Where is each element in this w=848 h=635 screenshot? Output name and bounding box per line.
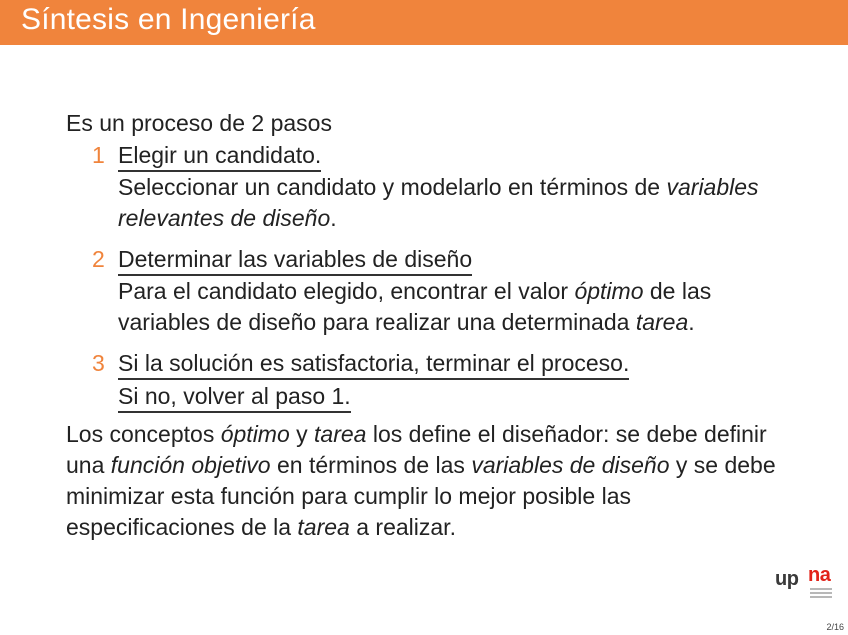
conclusion-emphasis: tarea xyxy=(297,514,350,540)
step-description-text: Seleccionar un candidato y modelarlo en términos de xyxy=(118,174,667,200)
step-description-text: . xyxy=(688,309,695,335)
conclusion-text xyxy=(66,419,786,543)
step-number: 1 xyxy=(92,142,105,168)
logo-text-na: na xyxy=(808,564,831,586)
step-description-text: de las variables de diseño para realizar una determinada xyxy=(118,278,712,335)
conclusion-part: y xyxy=(289,421,315,447)
step-description: Si no, volver al paso 1. xyxy=(118,383,351,413)
step-number: 2 xyxy=(92,246,105,272)
step-description xyxy=(118,276,786,338)
conclusion-emphasis: óptimo xyxy=(220,421,290,447)
conclusion-emphasis: variables de diseño xyxy=(471,452,670,478)
page-number: 2/16 xyxy=(826,622,844,632)
intro-text: Es un proceso de 2 pasos xyxy=(66,110,332,136)
conclusion-part: y se debe minimizar esta función para cumplir lo mejor posible las especificaciones de la xyxy=(66,452,776,540)
slide-content xyxy=(66,108,786,543)
conclusion-part: Los conceptos xyxy=(66,421,221,447)
conclusion-emphasis: tarea xyxy=(314,421,367,447)
logo-lines xyxy=(810,586,832,598)
conclusion-part: en términos de las xyxy=(270,452,472,478)
title-bar xyxy=(0,0,848,45)
step-title: Si la solución es satisfactoria, terminar el proceso. xyxy=(118,350,629,380)
step-description-emphasis: variables relevantes de diseño xyxy=(118,174,759,231)
step-description xyxy=(118,172,786,234)
logo-text-up: up xyxy=(775,568,799,590)
upna-logo xyxy=(775,564,837,600)
step-title: Elegir un candidato. xyxy=(118,142,321,172)
step-description-emphasis: óptimo xyxy=(574,278,644,304)
conclusion-part: a realizar. xyxy=(349,514,456,540)
step-description-emphasis: tarea xyxy=(635,309,689,335)
step-item xyxy=(66,140,786,234)
conclusion-emphasis: función objetivo xyxy=(110,452,271,478)
steps-list xyxy=(66,140,786,413)
step-number: 3 xyxy=(92,350,105,376)
step-title: Determinar las variables de diseño xyxy=(118,246,472,276)
step-description-text: Para el candidato elegido, encontrar el valor xyxy=(118,278,575,304)
slide-title: Síntesis en Ingeniería xyxy=(21,3,316,36)
step-item xyxy=(66,244,786,338)
step-description-text: . xyxy=(330,205,337,231)
conclusion-part: los define el diseñador: se debe definir una xyxy=(66,421,767,478)
step-item xyxy=(66,348,786,413)
